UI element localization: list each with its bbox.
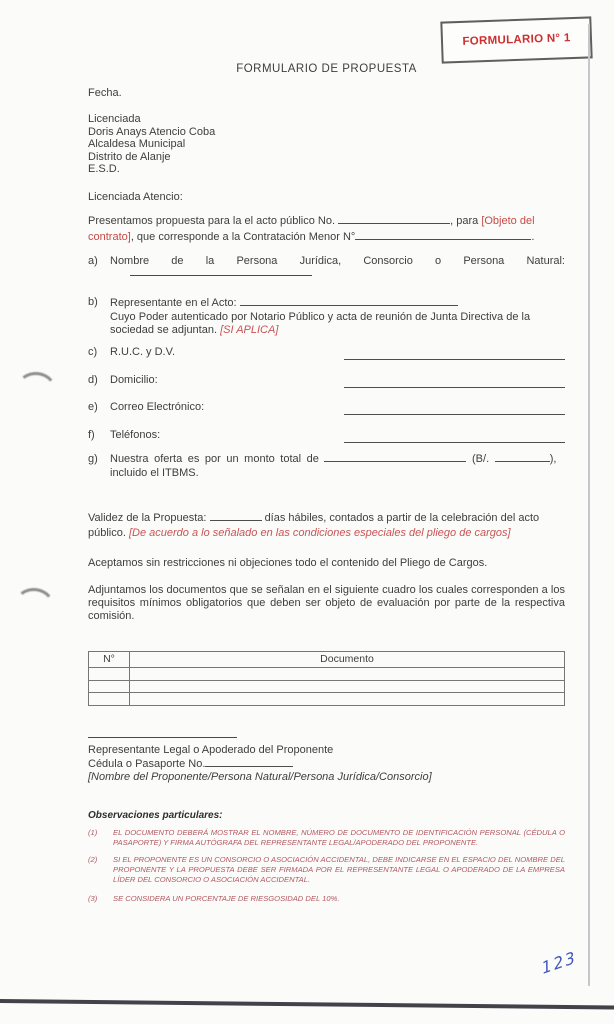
addressee-line: Licenciada: [88, 113, 141, 125]
item-f-label: Teléfonos:: [110, 428, 161, 441]
validity-red-note: [De acuerdo a lo señalado en las condiciones especiales del pliego de cargos]: [128, 526, 511, 539]
blank-correo: [344, 401, 565, 415]
cell-num: [89, 680, 130, 693]
intro-red-placeholder: [Objeto del contrato]: [88, 215, 535, 243]
item-g-text-1: Nuestra oferta es por un monto total de: [110, 453, 319, 465]
cell-num: [89, 693, 130, 706]
blank-cedula-pasaporte: [205, 757, 293, 767]
item-c-marker: c): [88, 346, 98, 358]
blank-contratacion-menor-no: [355, 230, 531, 240]
cell-documento: [130, 693, 565, 706]
table-row: [89, 693, 565, 706]
table-header-documento: Documento: [130, 652, 565, 668]
signature-line: [88, 736, 237, 738]
observation-item-2: [88, 855, 565, 885]
field-list: [88, 346, 565, 456]
item-a: [88, 255, 565, 276]
observation-item-3: [88, 894, 565, 904]
table-row: [89, 680, 565, 693]
documents-table: [88, 651, 565, 706]
intro-text-3: , que corresponde a la Contratación Menor N°: [130, 230, 356, 243]
item-d-label: Domicilio:: [110, 373, 158, 386]
attachments-note: Adjuntamos los documentos que se señalan en el siguiente cuadro los cuales corresponden a los requisitos mínimos obligatorios que deben ser objeto de evaluación por parte de la respectiva comisión.: [88, 584, 565, 623]
blank-acto-publico-no: [338, 214, 450, 224]
item-b: [88, 296, 565, 338]
item-a-text: Nombre de la Persona Jurídica, Consorcio o Persona Natural:: [110, 255, 565, 267]
item-b-label: Representante en el Acto:: [110, 297, 237, 309]
page-edge-shadow: [588, 24, 590, 986]
cell-num: [89, 668, 130, 681]
validity-label: Validez de la Propuesta:: [88, 512, 207, 524]
cell-documento: [130, 680, 565, 693]
addressee-line: Distrito de Alanje: [88, 150, 171, 163]
item-d-marker: d): [88, 373, 98, 386]
addressee-block: [88, 113, 565, 176]
blank-nombre-proponente: [130, 275, 312, 276]
table-row: [89, 668, 565, 681]
scan-edge-line: [0, 999, 614, 1009]
observation-2-text: SI EL PROPONENTE ES UN CONSORCIO O ASOCIACIÓN ACCIDENTAL, DEBE INDICARSE EN EL ESPACIO DEL NOMBRE DEL PROPONENTE Y LA PROPUESTA DEBE SER FIRMADA POR EL REPRESENTANTE LEGAL O APODERADO DE LA EMPRESA LÍDER DEL CONSORCIO O ASOCIACIÓN ACCIDENTAL.: [113, 855, 565, 885]
blank-monto-total: [324, 452, 466, 462]
addressee-line: E.S.D.: [88, 163, 120, 176]
item-g-text-2: incluido el ITBMS.: [110, 467, 199, 479]
blank-monto-balboas: [495, 452, 550, 462]
form-number-label: FORMULARIO N° 1: [462, 31, 571, 48]
cell-documento: [130, 668, 565, 681]
intro-text-1: Presentamos propuesta para la el acto público No.: [88, 215, 336, 227]
binder-mark-top: [13, 370, 59, 414]
item-e-marker: e): [88, 401, 98, 413]
form-number-badge: [440, 16, 592, 63]
item-d: [88, 374, 565, 389]
binder-mark-bottom: [11, 586, 57, 630]
item-g-marker: g): [88, 453, 98, 465]
validity-text: días hábiles, contados a partir de la celebración del acto público.: [88, 512, 540, 539]
validity-paragraph: [88, 511, 565, 540]
observation-2-num: (2): [88, 855, 98, 865]
acceptance-statement: Aceptamos sin restricciones ni objeciones todo el contenido del Pliego de Cargos.: [88, 557, 488, 569]
item-g-currency-open: (B/.: [472, 453, 490, 465]
signature-block: [88, 736, 565, 785]
item-g: [88, 452, 565, 480]
signature-role: Representante Legal o Apoderado del Proponente: [88, 744, 334, 756]
page-title: FORMULARIO DE PROPUESTA: [236, 63, 417, 75]
observation-1-text: EL DOCUMENTO DEBERÁ MOSTRAR EL NOMBRE, NÚMERO DE DOCUMENTO DE IDENTIFICACIÓN PERSONAL (CÉDULA O PASAPORTE) Y FIRMA AUTÓGRAFA DEL REPRESENTANTE LEGAL/APODERADO DEL PROPONENTE.: [113, 828, 565, 847]
table-header-row: [89, 652, 565, 668]
salutation: Licenciada Atencio:: [88, 191, 183, 203]
item-b-red-note: [SI APLICA]: [220, 324, 279, 336]
table-header-num: N°: [89, 652, 130, 668]
observation-1-num: (1): [88, 828, 98, 837]
signature-name-placeholder: [Nombre del Proponente/Persona Natural/Persona Jurídica/Consorcio]: [88, 771, 432, 784]
date-label: Fecha.: [88, 87, 122, 99]
blank-ruc-dv: [344, 346, 565, 360]
item-e: [88, 401, 565, 416]
item-e-label: Correo Electrónico:: [110, 401, 205, 413]
signature-id-label: Cédula o Pasaporte No.: [88, 758, 206, 771]
item-g-currency-close: ),: [549, 453, 557, 465]
item-f: [88, 429, 565, 444]
addressee-line: Doris Anays Atencio Coba: [88, 125, 216, 138]
blank-telefonos: [344, 429, 565, 443]
blank-dias-habiles: [210, 511, 262, 521]
documents-table-wrap: [88, 651, 565, 706]
observations-heading: Observaciones particulares:: [88, 810, 223, 821]
item-b-body: Cuyo Poder autenticado por Notario Público y acta de reunión de Junta Directiva de la sociedad se adjuntan.: [110, 310, 531, 336]
item-a-marker: a): [88, 255, 98, 267]
item-c-label: R.U.C. y D.V.: [110, 346, 175, 358]
handwritten-page-number: 123: [540, 947, 579, 978]
addressee-line: Alcaldesa Municipal: [88, 138, 186, 151]
intro-paragraph: [88, 214, 565, 245]
observation-3-num: (3): [88, 894, 98, 904]
observation-3-text: SE CONSIDERA UN PORCENTAJE DE RIESGOSIDAD DEL 10%.: [113, 894, 340, 904]
item-c: [88, 346, 565, 361]
intro-text-2: , para: [450, 215, 479, 227]
item-f-marker: f): [88, 428, 95, 441]
observations-section: [88, 809, 565, 911]
blank-representante: [240, 296, 458, 306]
intro-period: .: [531, 230, 535, 243]
observation-item-1: [88, 828, 565, 848]
blank-domicilio: [344, 374, 565, 388]
item-b-marker: b): [88, 296, 98, 308]
